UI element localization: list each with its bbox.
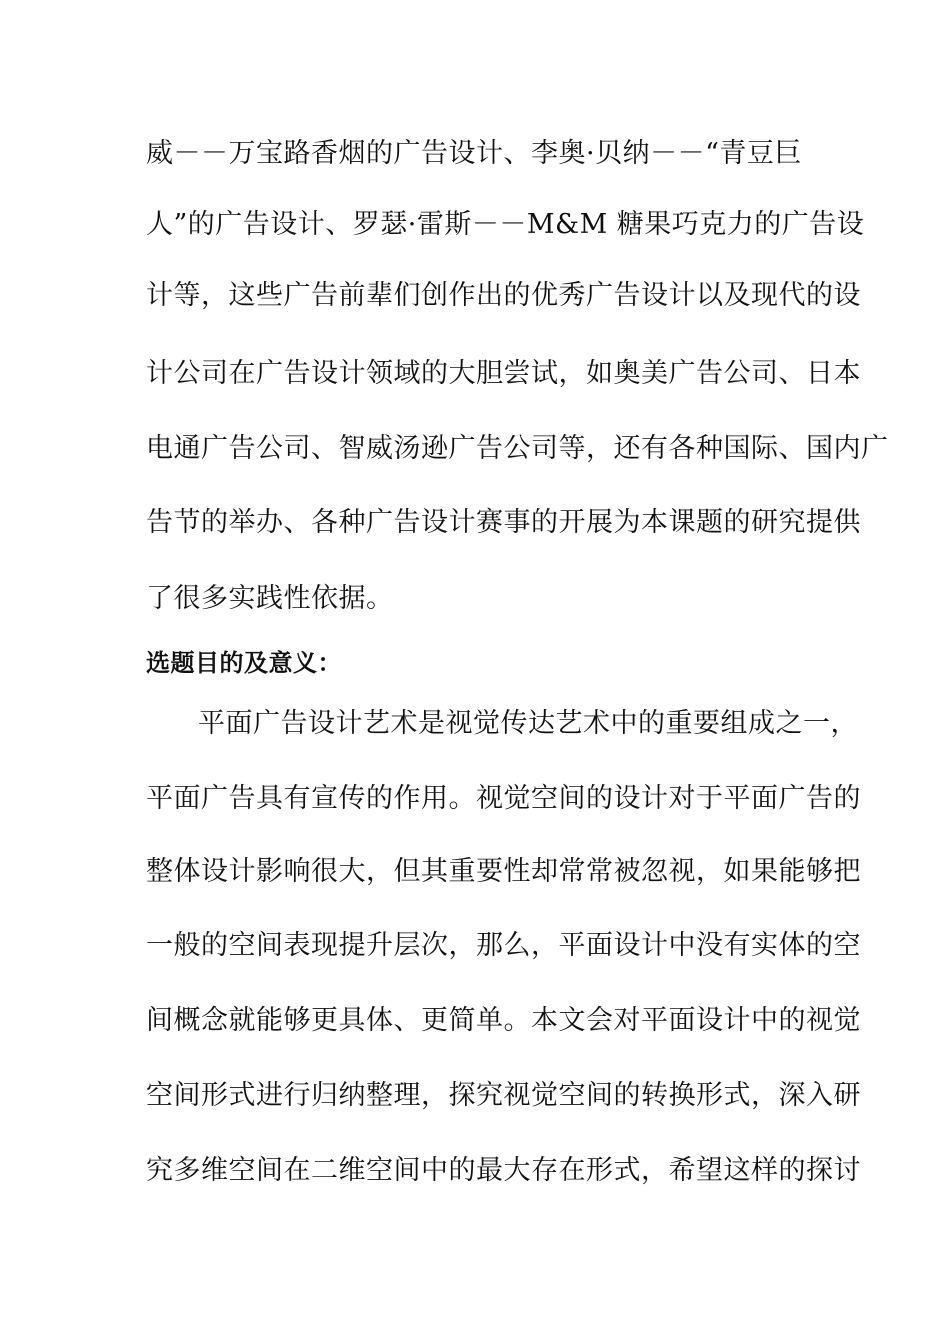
paragraph-line: 间概念就能够更具体、更简单。本文会对平面设计中的视觉 bbox=[146, 1005, 861, 1036]
paragraph-line: 人”的广告设计、罗瑟·雷斯－－M&M 糖果巧克力的广告设 bbox=[146, 209, 865, 240]
paragraph-line: 计公司在广告设计领域的大胆尝试，如奥美广告公司、日本 bbox=[146, 358, 861, 389]
paragraph-line: 究多维空间在二维空间中的最大存在形式，希望这样的探讨 bbox=[146, 1155, 861, 1186]
paragraph-line: 了很多实践性依据。 bbox=[146, 583, 394, 614]
paragraph-line: 电通广告公司、智威汤逊广告公司等，还有各种国际、国内广 bbox=[146, 433, 889, 464]
section-heading: 选题目的及意义： bbox=[146, 649, 342, 677]
paragraph-line: 威－－万宝路香烟的广告设计、李奥·贝纳－－“青豆巨 bbox=[146, 138, 802, 169]
paragraph-line: 整体设计影响很大，但其重要性却常常被忽视，如果能够把 bbox=[146, 856, 861, 887]
paragraph-line: 空间形式进行归纳整理，探究视觉空间的转换形式，深入研 bbox=[146, 1080, 861, 1111]
paragraph-line: 平面广告设计艺术是视觉传达艺术中的重要组成之一， bbox=[198, 708, 858, 739]
paragraph-line: 计等，这些广告前辈们创作出的优秀广告设计以及现代的设 bbox=[146, 280, 861, 311]
paragraph-line: 平面广告具有宣传的作用。视觉空间的设计对于平面广告的 bbox=[146, 783, 861, 814]
paragraph-line: 一般的空间表现提升层次，那么，平面设计中没有实体的空 bbox=[146, 930, 861, 961]
paragraph-line: 告节的举办、各种广告设计赛事的开展为本课题的研究提供 bbox=[146, 507, 861, 538]
